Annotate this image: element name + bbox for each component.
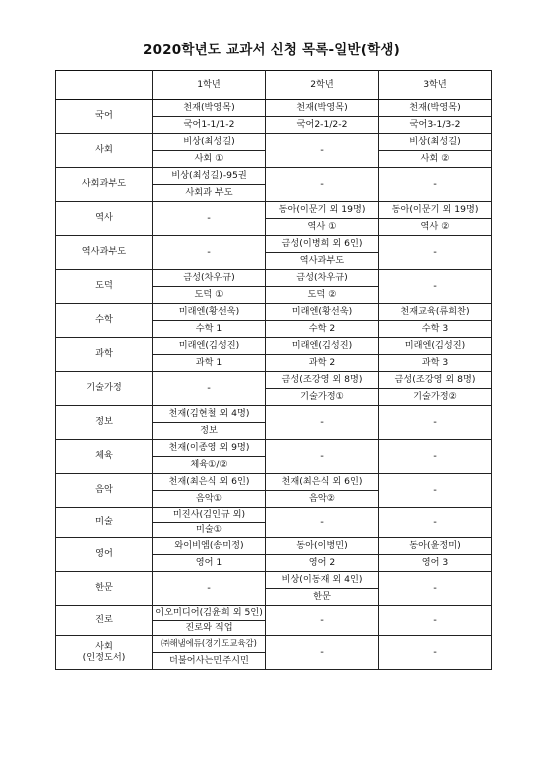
empty-cell: - — [153, 202, 266, 236]
publisher-cell: 비상(최성길)-95권 — [153, 168, 266, 185]
empty-cell: - — [379, 508, 492, 538]
subject-cell: 영어 — [56, 538, 153, 572]
empty-cell: - — [379, 236, 492, 270]
publisher-cell: 천재(박영목) — [153, 100, 266, 117]
publisher-cell: 금성(차우규) — [153, 270, 266, 287]
book-cell: 역사 ① — [266, 219, 379, 236]
empty-cell: - — [266, 606, 379, 636]
empty-cell: - — [266, 134, 379, 168]
publisher-cell: 미래엔(김성진) — [266, 338, 379, 355]
empty-cell: - — [379, 636, 492, 670]
publisher-cell: 동아(윤정미) — [379, 538, 492, 555]
book-cell: 음악① — [153, 491, 266, 508]
subject-line-2: (인정도서) — [82, 651, 126, 663]
book-cell: 한문 — [266, 589, 379, 606]
book-cell: 영어 3 — [379, 555, 492, 572]
table-row — [56, 636, 492, 653]
book-cell: 수학 1 — [153, 321, 266, 338]
table-row — [56, 304, 492, 321]
empty-cell: - — [266, 440, 379, 474]
table-row — [56, 474, 492, 491]
table-row — [56, 572, 492, 589]
book-cell: 기술가정② — [379, 389, 492, 406]
book-cell: 도덕 ② — [266, 287, 379, 304]
subject-cell: 정보 — [56, 406, 153, 440]
empty-cell: - — [379, 474, 492, 508]
subject-line-1: 사회 — [95, 641, 113, 653]
publisher-cell: 천재교육(류희찬) — [379, 304, 492, 321]
publisher-cell: 금성(조강영 외 8명) — [266, 372, 379, 389]
publisher-cell: 동아(이문기 외 19명) — [379, 202, 492, 219]
book-cell: 더불어사는민주시민 — [153, 653, 266, 670]
publisher-cell: 금성(조강영 외 8명) — [379, 372, 492, 389]
publisher-cell: 천재(이종영 외 9명) — [153, 440, 266, 457]
header-subject — [56, 71, 153, 100]
empty-cell: - — [379, 572, 492, 606]
subject-cell: 음악 — [56, 474, 153, 508]
book-cell: 과학 1 — [153, 355, 266, 372]
publisher-cell: 미래엔(황선욱) — [266, 304, 379, 321]
book-cell: 국어1-1/1-2 — [153, 117, 266, 134]
publisher-cell: 비상(이동재 외 4인) — [266, 572, 379, 589]
empty-cell: - — [153, 572, 266, 606]
empty-cell: - — [379, 168, 492, 202]
book-cell: 역사과부도 — [266, 253, 379, 270]
book-cell: 수학 2 — [266, 321, 379, 338]
subject-cell: 사회과부도 — [56, 168, 153, 202]
publisher-cell: 미래엔(김성진) — [153, 338, 266, 355]
empty-cell: - — [266, 636, 379, 670]
page-title: 2020학년도 교과서 신청 목록-일반(학생) — [143, 42, 400, 58]
subject-cell: 수학 — [56, 304, 153, 338]
book-cell: 영어 1 — [153, 555, 266, 572]
publisher-cell: 미진사(김인규 외) — [153, 508, 266, 523]
subject-cell: 진로 — [56, 606, 153, 636]
empty-cell: - — [379, 440, 492, 474]
publisher-cell: 동아(이문기 외 19명) — [266, 202, 379, 219]
table-row — [56, 406, 492, 423]
table-row — [56, 440, 492, 457]
header-grade-3: 3학년 — [379, 71, 492, 100]
publisher-cell: 천재(최은식 외 6인) — [153, 474, 266, 491]
header-row — [56, 71, 492, 100]
publisher-cell: 미래엔(김성진) — [379, 338, 492, 355]
table-row — [56, 538, 492, 555]
empty-cell: - — [379, 406, 492, 440]
empty-cell: - — [266, 406, 379, 440]
publisher-cell: 금성(차우규) — [266, 270, 379, 287]
subject-cell: 기술가정 — [56, 372, 153, 406]
empty-cell: - — [153, 236, 266, 270]
subject-cell — [56, 636, 153, 670]
book-cell: 체육①/② — [153, 457, 266, 474]
subject-cell: 도덕 — [56, 270, 153, 304]
empty-cell: - — [266, 508, 379, 538]
subject-cell: 국어 — [56, 100, 153, 134]
publisher-cell: 와이비엠(송미정) — [153, 538, 266, 555]
book-cell: 도덕 ① — [153, 287, 266, 304]
table-row — [56, 508, 492, 523]
publisher-cell: 동아(이병민) — [266, 538, 379, 555]
subject-cell: 한문 — [56, 572, 153, 606]
textbook-table — [55, 70, 492, 670]
subject-cell: 역사 — [56, 202, 153, 236]
book-cell: 역사 ② — [379, 219, 492, 236]
table-row — [56, 606, 492, 621]
book-cell: 국어2-1/2-2 — [266, 117, 379, 134]
book-cell: 사회과 부도 — [153, 185, 266, 202]
table-row — [56, 168, 492, 185]
header-grade-1: 1학년 — [153, 71, 266, 100]
publisher-cell: 미래엔(황선욱) — [153, 304, 266, 321]
subject-cell: 미술 — [56, 508, 153, 538]
table-row — [56, 100, 492, 117]
table-row — [56, 372, 492, 389]
subject-cell: 사회 — [56, 134, 153, 168]
book-cell: 국어3-1/3-2 — [379, 117, 492, 134]
book-cell: 정보 — [153, 423, 266, 440]
table-row — [56, 270, 492, 287]
empty-cell: - — [266, 168, 379, 202]
table-row — [56, 236, 492, 253]
publisher-cell: 비상(최성길) — [379, 134, 492, 151]
subject-cell: 체육 — [56, 440, 153, 474]
publisher-cell: 천재(김현철 외 4명) — [153, 406, 266, 423]
table-row — [56, 202, 492, 219]
publisher-cell: 천재(박영목) — [379, 100, 492, 117]
book-cell: 음악② — [266, 491, 379, 508]
book-cell: 과학 3 — [379, 355, 492, 372]
book-cell: 기술가정① — [266, 389, 379, 406]
book-cell: 과학 2 — [266, 355, 379, 372]
book-cell: 영어 2 — [266, 555, 379, 572]
table-row — [56, 134, 492, 151]
empty-cell: - — [379, 270, 492, 304]
book-cell: 진로와 직업 — [153, 621, 266, 636]
subject-cell: 과학 — [56, 338, 153, 372]
subject-cell: 역사과부도 — [56, 236, 153, 270]
book-cell: 사회 ① — [153, 151, 266, 168]
publisher-cell: 천재(최은식 외 6인) — [266, 474, 379, 491]
publisher-cell: 이오미디어(김윤희 외 5인) — [153, 606, 266, 621]
empty-cell: - — [379, 606, 492, 636]
header-grade-2: 2학년 — [266, 71, 379, 100]
book-cell: 미술① — [153, 523, 266, 538]
publisher-cell: ㈜해냄에듀(경기도교육감) — [153, 636, 266, 653]
empty-cell: - — [153, 372, 266, 406]
publisher-cell: 비상(최성길) — [153, 134, 266, 151]
publisher-cell: 금성(이병희 외 6인) — [266, 236, 379, 253]
table-row — [56, 338, 492, 355]
book-cell: 수학 3 — [379, 321, 492, 338]
book-cell: 사회 ② — [379, 151, 492, 168]
publisher-cell: 천재(박영목) — [266, 100, 379, 117]
